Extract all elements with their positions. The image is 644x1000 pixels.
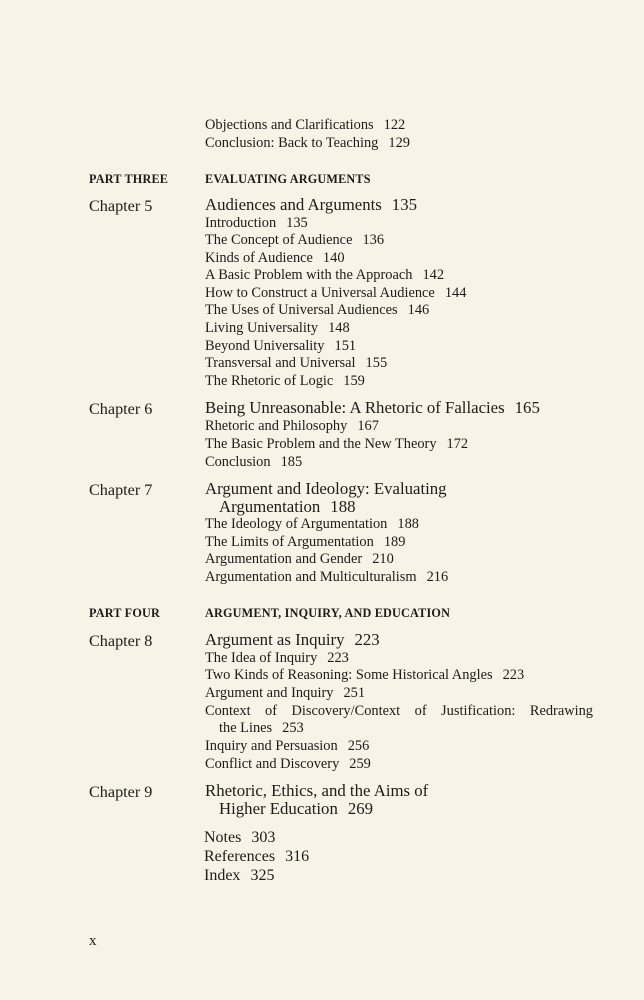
entry-page: 185 [280,454,303,470]
backmatter-title: Notes [204,829,242,846]
toc-entry [205,667,524,685]
entry-page: 251 [343,685,366,701]
chapter-9-title [205,782,428,800]
backmatter-page: 303 [251,829,276,846]
entry-title: Argumentation and Gender [205,551,363,567]
entry-page: 253 [282,720,304,736]
entry-page: 151 [334,338,357,354]
entry-title: Introduction [205,215,277,231]
chapter-8-label: Chapter 8 [89,632,153,650]
entry-page: 188 [397,516,419,532]
entry-page: 223 [502,667,525,683]
chapter-7-title [205,480,447,498]
toc-entry [205,685,365,703]
chapter-page: 269 [347,799,374,818]
backmatter-title: Index [204,867,241,884]
chapter-7-title-cont [219,498,355,516]
chapter-page: 223 [354,630,380,649]
chapter-5-label: Chapter 5 [89,197,153,215]
toc-entry [205,232,384,250]
entry-page: 159 [343,373,365,389]
toc-entry [205,738,369,756]
entry-title: The Concept of Audience [205,232,353,248]
chapter-6-title [205,399,540,417]
toc-entry [205,756,371,774]
entry-title: Beyond Universality [205,338,325,354]
entry-title: Argument and Inquiry [205,685,334,701]
chapter-9-label: Chapter 9 [89,783,153,801]
entry-title: How to Construct a Universal Audience [205,285,435,301]
entry-page: 155 [365,355,388,371]
toc-entry [205,338,356,356]
toc-entry [205,516,419,534]
chapter-title-line: Argumentation [219,497,321,516]
part-three-label: PART THREE [89,172,169,186]
entry-title: The Uses of Universal Audiences [205,302,398,318]
toc-entry [205,569,448,587]
toc-entry [205,355,387,373]
chapter-title-text: Argument as Inquiry [205,630,345,649]
page-number: x [89,933,97,949]
entry-page: 135 [286,215,308,231]
entry-title: Conclusion [205,454,271,470]
toc-entry [205,436,468,454]
toc-entry [205,534,405,552]
toc-entry [205,215,308,233]
entry-title: Context of Discovery/Context of Justification: Redrawing [205,703,593,719]
entry-title: Inquiry and Persuasion [205,738,338,754]
toc-entry [205,551,394,569]
chapter-5-title [205,196,417,214]
toc-entry [205,703,593,721]
toc-entry [205,285,466,303]
entry-page: 189 [383,534,406,550]
entry-page: 144 [444,285,467,301]
chapter-8-title [205,631,380,649]
entry-page: 210 [372,551,394,567]
toc-entry [205,418,379,436]
entry-page: 172 [446,436,469,452]
entry-page: 216 [426,569,449,585]
entry-title: Kinds of Audience [205,250,313,266]
entry-page: 136 [362,232,385,248]
part-four-title: ARGUMENT, INQUIRY, AND EDUCATION [205,606,451,620]
toc-entry [205,373,365,391]
chapter-title-text: Being Unreasonable: A Rhetoric of Fallacies [205,398,505,417]
chapter-9-title-cont [219,800,373,818]
backmatter-references [204,848,309,866]
toc-entry [205,135,410,153]
backmatter-title: References [204,848,276,865]
part-three-title: EVALUATING ARGUMENTS [205,172,371,186]
entry-page: 122 [383,117,406,133]
entry-page: 148 [328,320,350,336]
entry-title: The Rhetoric of Logic [205,373,334,389]
chapter-6-label: Chapter 6 [89,400,153,418]
entry-title: The Basic Problem and the New Theory [205,436,437,452]
chapter-page: 135 [391,195,417,214]
toc-entry [205,267,444,285]
entry-title: Argumentation and Multiculturalism [205,569,417,585]
chapter-title-text: Audiences and Arguments [205,195,382,214]
backmatter-notes [204,829,275,847]
toc-entry [205,320,350,338]
entry-title: The Limits of Argumentation [205,534,374,550]
chapter-title-line: Rhetoric, Ethics, and the Aims of [205,781,429,800]
entry-title: Living Universality [205,320,319,336]
toc-entry [205,454,302,472]
entry-page: 142 [422,267,445,283]
entry-page: 167 [357,418,379,434]
toc-entry-cont [219,720,304,738]
backmatter-page: 316 [285,848,310,865]
entry-title: Transversal and Universal [205,355,356,371]
entry-page: 223 [327,650,349,666]
toc-entry [205,117,405,135]
chapter-page: 188 [330,497,356,516]
chapter-page: 165 [514,398,540,417]
entry-page: 259 [349,756,371,772]
toc-entry [205,302,429,320]
toc-entry [205,650,349,668]
entry-title: Rhetoric and Philosophy [205,418,348,434]
entry-title: Two Kinds of Reasoning: Some Historical Angles [205,667,493,683]
chapter-title-line: Argument and Ideology: Evaluating [205,479,447,498]
entry-page: 140 [322,250,345,266]
entry-title: Conclusion: Back to Teaching [205,135,379,151]
entry-title: A Basic Problem with the Approach [205,267,413,283]
toc-entry [205,250,345,268]
entry-page: 129 [388,135,410,151]
backmatter-index [204,867,274,885]
backmatter-page: 325 [250,867,275,884]
part-four-label: PART FOUR [89,606,160,620]
entry-title: The Idea of Inquiry [205,650,318,666]
entry-page: 146 [407,302,430,318]
chapter-title-line: Higher Education [219,799,338,818]
entry-title: Objections and Clarifications [205,117,374,133]
entry-title: The Ideology of Argumentation [205,516,388,532]
entry-page: 256 [347,738,370,754]
entry-title: Conflict and Discovery [205,756,340,772]
chapter-7-label: Chapter 7 [89,481,153,499]
entry-title-cont: the Lines [219,720,273,736]
